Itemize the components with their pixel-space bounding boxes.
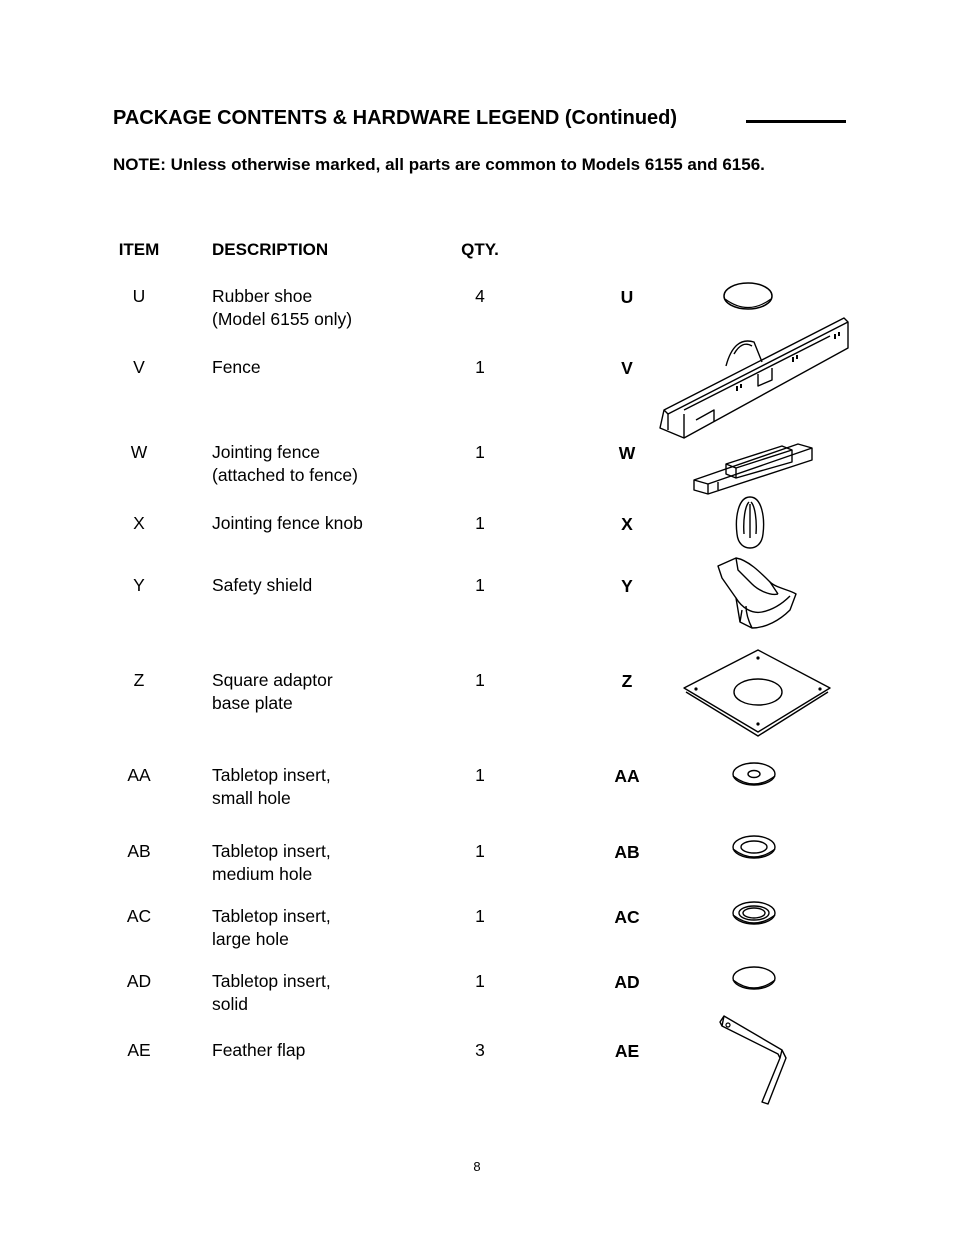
insert-large-hole-icon — [730, 899, 778, 931]
row-item: Y — [133, 575, 145, 595]
title-rule — [746, 120, 846, 123]
row-qty: 1 — [475, 841, 485, 861]
insert-medium-hole-icon — [730, 833, 778, 865]
row-label: X — [621, 514, 633, 534]
row-qty: 1 — [475, 357, 485, 377]
row-label: AD — [614, 972, 640, 992]
row-description — [212, 905, 442, 951]
row-qty: 1 — [475, 442, 485, 462]
header-qty: QTY. — [461, 240, 499, 259]
row-label: V — [621, 358, 633, 378]
page-title: PACKAGE CONTENTS & HARDWARE LEGEND (Continued) — [113, 107, 678, 129]
row-qty: 1 — [475, 765, 485, 785]
row-description — [212, 356, 442, 379]
row-description — [212, 840, 442, 886]
row-description-line1: Tabletop insert, — [212, 765, 331, 785]
row-description-line1: Feather flap — [212, 1040, 306, 1060]
row-description-line1: Tabletop insert, — [212, 906, 331, 926]
row-qty: 3 — [475, 1040, 485, 1060]
row-qty: 4 — [475, 286, 485, 306]
row-qty: 1 — [475, 906, 485, 926]
row-label: Z — [621, 671, 633, 691]
row-description — [212, 970, 442, 1016]
row-item: U — [132, 286, 146, 306]
row-item: W — [130, 442, 148, 462]
row-description-line1: Jointing fence — [212, 442, 320, 462]
row-qty: 1 — [475, 670, 485, 690]
header-item: ITEM — [118, 240, 160, 259]
header-description: DESCRIPTION — [212, 240, 329, 259]
row-description — [212, 574, 442, 597]
row-description-line1: Tabletop insert, — [212, 841, 331, 861]
row-item: AD — [126, 971, 152, 991]
base-plate-icon — [682, 648, 834, 738]
row-label: AB — [614, 842, 640, 862]
row-item: V — [133, 357, 145, 377]
models-note: NOTE: Unless otherwise marked, all parts are common to Models 6155 and 6156. — [113, 155, 765, 174]
fence-icon — [654, 310, 850, 442]
jointing-fence-icon — [690, 434, 816, 496]
row-description-line1: Safety shield — [212, 575, 313, 595]
row-description — [212, 1039, 442, 1062]
row-label: Y — [621, 576, 633, 596]
row-label: W — [618, 443, 636, 463]
row-label: AA — [614, 766, 640, 786]
row-description — [212, 764, 442, 810]
row-description-line1: Tabletop insert, — [212, 971, 331, 991]
row-description — [212, 441, 442, 487]
row-description-line2: large hole — [212, 929, 289, 949]
row-qty: 1 — [475, 971, 485, 991]
row-item: X — [133, 513, 145, 533]
row-description-line1: Rubber shoe — [212, 286, 313, 306]
feather-flap-icon — [716, 1014, 790, 1108]
row-description-line2: base plate — [212, 693, 293, 713]
row-description-line1: Fence — [212, 357, 261, 377]
row-label: U — [620, 287, 634, 307]
row-item: AC — [126, 906, 152, 926]
row-description-line2: (attached to fence) — [212, 465, 358, 485]
row-description — [212, 669, 442, 715]
page-number: 8 — [473, 1159, 481, 1174]
row-label: AE — [614, 1041, 640, 1061]
row-item: Z — [133, 670, 145, 690]
row-description-line2: small hole — [212, 788, 291, 808]
row-description-line1: Jointing fence knob — [212, 513, 363, 533]
row-item: AB — [127, 841, 151, 861]
row-description-line2: medium hole — [212, 864, 313, 884]
row-label: AC — [614, 907, 640, 927]
row-description-line1: Square adaptor — [212, 670, 333, 690]
row-description — [212, 285, 442, 331]
row-item: AA — [127, 765, 151, 785]
knob-icon — [732, 494, 768, 552]
row-qty: 1 — [475, 575, 485, 595]
insert-small-hole-icon — [730, 760, 778, 792]
row-description-line2: solid — [212, 994, 248, 1014]
row-description-line2: (Model 6155 only) — [212, 309, 353, 329]
safety-shield-icon — [712, 554, 804, 632]
insert-solid-icon — [730, 964, 778, 996]
row-item: AE — [127, 1040, 151, 1060]
row-qty: 1 — [475, 513, 485, 533]
row-description — [212, 512, 442, 535]
